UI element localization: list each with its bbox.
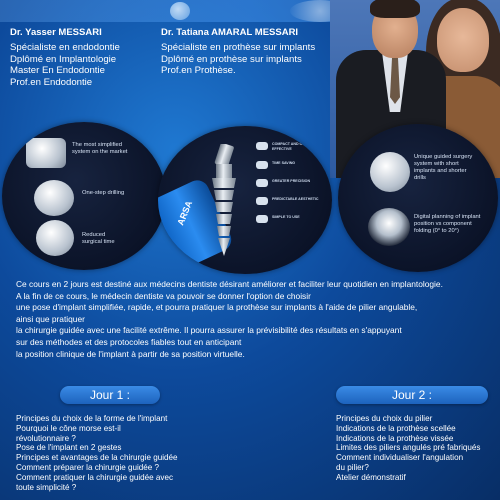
benefit-item [256, 161, 326, 169]
doctor-1-name: Dr. Yasser MESSARI [10, 27, 102, 38]
program-item: toute simplicité ? [16, 482, 77, 492]
benefit-icon [256, 179, 268, 187]
program-item: Comment préparer la chirurgie guidée ? [16, 462, 160, 472]
feature-text: Digital planning of implant position vs component folding (0° to 20°) [414, 214, 481, 234]
planning-icon [368, 208, 410, 246]
day-1-badge: Jour 1 : [60, 386, 160, 404]
feature-text: The most simplified system on the market [72, 142, 128, 155]
benefit-item [256, 215, 326, 223]
benefit-item [256, 197, 326, 205]
doctor-1-credential: Spécialiste en endodontie [10, 42, 120, 53]
program-item: Comment individualiser l'angulation [336, 453, 464, 463]
dental-implant-icon [204, 144, 244, 262]
day-2-program [336, 414, 498, 483]
benefit-label: TIME SAVING [272, 161, 296, 166]
program-item: Pose de l'implant en 2 gestes [16, 443, 122, 453]
course-description [16, 279, 488, 360]
benefits-list [256, 142, 326, 233]
sleeve-label: ARSA [175, 199, 195, 227]
surgical-kit-icon [26, 138, 66, 168]
feature-text: One-step drilling [82, 190, 125, 196]
description-line: ainsi que pratiquer [16, 313, 85, 324]
doctor-1-info [10, 27, 120, 88]
drill-icon [34, 180, 74, 216]
day-1-program [16, 414, 216, 492]
benefit-item [256, 179, 326, 187]
features-circle-right [338, 124, 498, 272]
benefit-icon [256, 197, 268, 205]
description-line: sur des méthodes et des protocoles fiables tout en anticipant [16, 336, 242, 347]
benefit-label: SIMPLE TO USE [272, 215, 300, 220]
doctor-1-credential: Prof.en Endodontie [10, 76, 93, 88]
program-item: Pourquoi le cône morse est-il [16, 423, 121, 433]
guide-icon [370, 152, 410, 192]
program-item: Atelier démonstratif [336, 472, 406, 482]
doctor-2-info [161, 27, 315, 77]
description-line: une pose d'implant simplifiée, rapide, et pourra pratiquer la prothèse sur implants à l'aide de pilier angulable, [16, 302, 418, 313]
patient-icon [36, 220, 74, 256]
program-item: Comment pratiquer la chirurgie guidée avec [16, 472, 174, 482]
implant-circle [158, 126, 332, 274]
doctor-1-credential: Master En Endodontie [10, 65, 105, 77]
doctor-1-credential: Dplômé en Implantologie [10, 53, 117, 65]
benefit-icon [256, 142, 268, 150]
feature-text: Reduced surgical time [82, 232, 115, 245]
benefit-item [256, 142, 326, 151]
features-circle-left [2, 122, 166, 270]
doctor-2-credential: Spécialiste en prothèse sur implants [161, 42, 316, 53]
description-line: la position clinique de l'implant à partir de sa position virtuelle. [16, 348, 245, 359]
description-line: Ce cours en 2 jours est destiné aux médecins dentiste désirant améliorer et faciliter leur quotidien en implantologie. [16, 279, 443, 289]
benefit-icon [256, 161, 268, 169]
benefit-label: COMPACT AND COST-EFFECTIVE [272, 142, 311, 151]
program-item: du pilier? [336, 462, 369, 472]
description-line: A la fin de ce cours, le médecin dentiste va pouvoir se donner l'option de choisir [16, 290, 311, 301]
day-2-badge: Jour 2 : [336, 386, 488, 404]
doctor-2-credential: Dplômé en prothèse sur implants [161, 53, 302, 65]
benefit-icon [256, 215, 268, 223]
description-line: la chirurgie guidée avec une facilité extrême. Il pourra assurer la prévisibilité des résultats en s'appuyant [16, 325, 402, 336]
man-hair [370, 0, 420, 18]
doctor-2-credential: Prof.en Prothèse. [161, 65, 236, 77]
feature-text: Unique guided surgery system with short implants and shorter drills [414, 154, 473, 181]
woman-face [437, 8, 489, 72]
benefit-label: PREDICTABLE AESTHETIC [272, 197, 319, 202]
program-item: Principes du choix de la forme de l'implant [16, 414, 168, 423]
program-item: Limites des piliers angulés pré fabriqués [336, 443, 481, 453]
program-item: Indications de la prothèse scellée [336, 423, 456, 433]
doctor-2-name: Dr. Tatiana AMARAL MESSARI [161, 27, 299, 38]
benefit-label: GREATER PRECISION [272, 179, 311, 184]
program-item: Principes du choix du pilier [336, 414, 433, 423]
program-item: révolutionnaire ? [16, 433, 76, 443]
program-item: Indications de la prothèse vissée [336, 433, 454, 443]
program-item: Principes et avantages de la chirurgie guidée [16, 453, 178, 463]
decorative-orb [170, 2, 190, 20]
